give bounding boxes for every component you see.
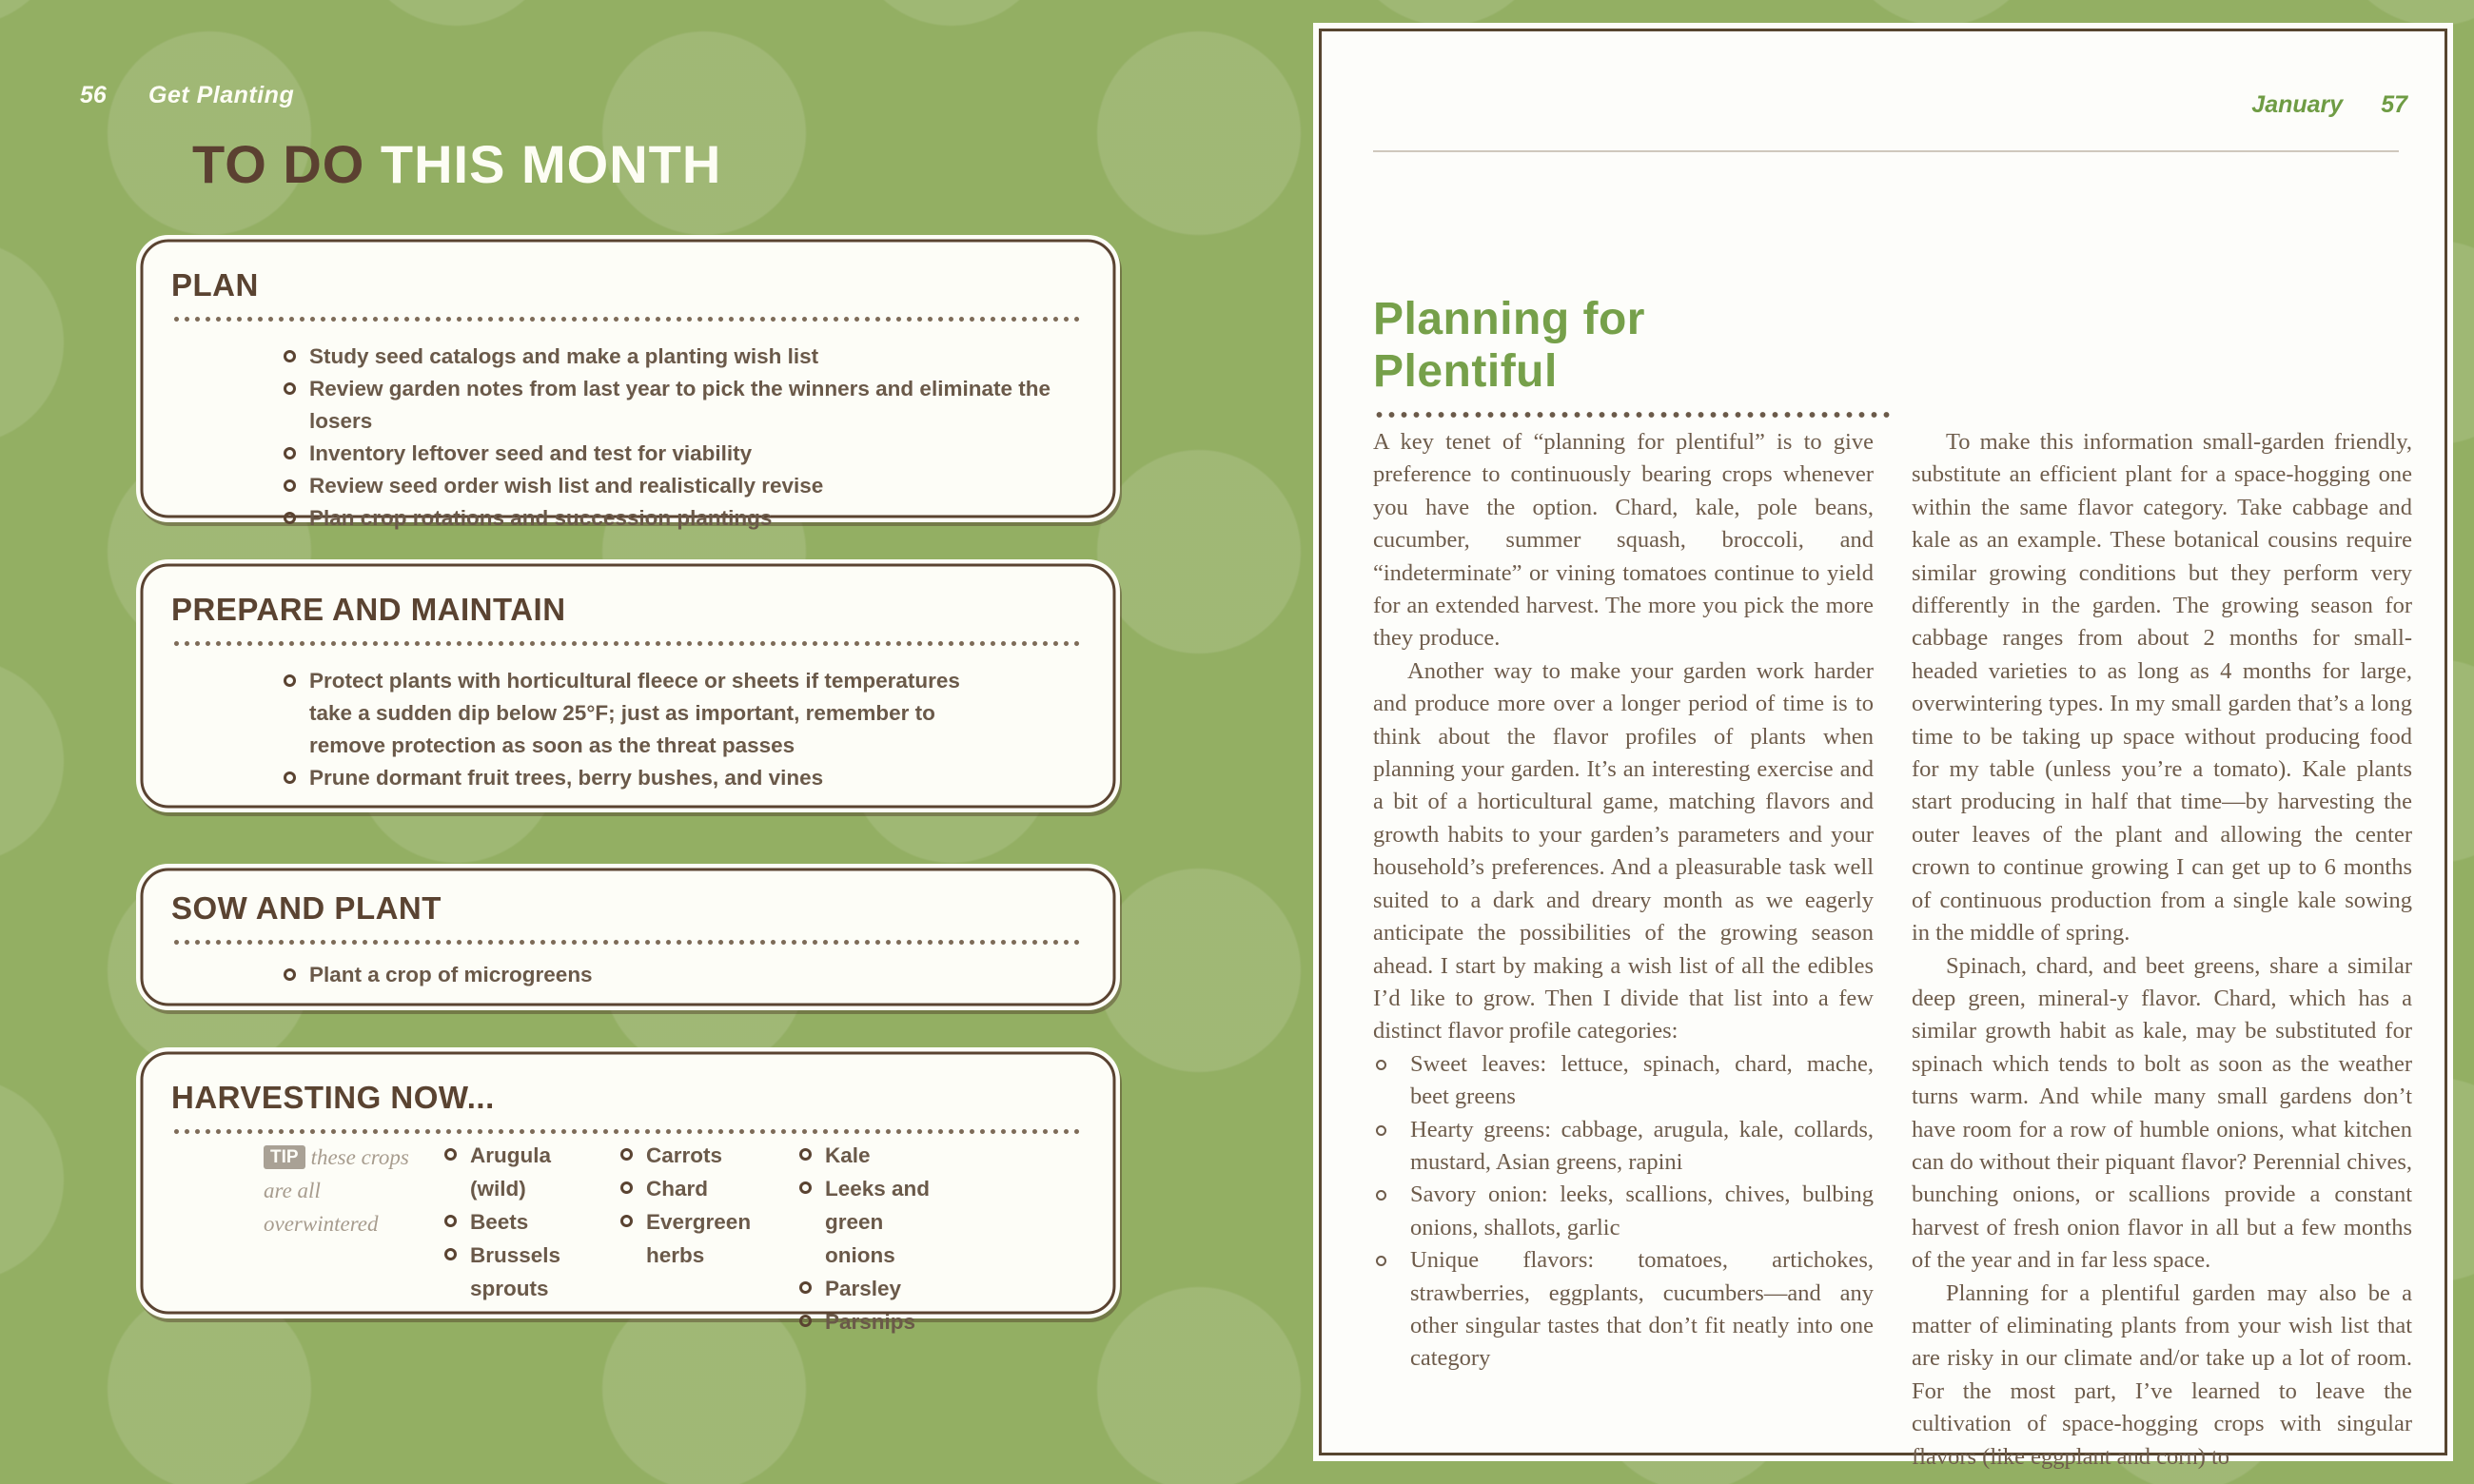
flavor-item-text: Unique flavors: tomatoes, artichokes, strawberries, eggplants, cucumbers—and any other singular tastes that don’t fit neatly into one category bbox=[1410, 1247, 1874, 1372]
harvest-item bbox=[444, 1239, 575, 1305]
harvest-item-text: Evergreen herbs bbox=[646, 1210, 752, 1267]
harvest-item bbox=[444, 1205, 611, 1239]
dotted-divider bbox=[171, 1128, 1082, 1135]
paragraph: A key tenet of “planning for plentiful” is to give preference to continuously bearing crops whenever you have the option. Chard, kale, pole beans, cucumber, summer squash, broccoli, and “indeterminate” or vining tomatoes continue to yield for an extended harvest. The more you pick the more they produce. bbox=[1373, 429, 1874, 652]
bullet-icon bbox=[284, 382, 296, 395]
bullet-icon bbox=[284, 771, 296, 784]
flavor-item-text: Hearty greens: cabbage, arugula, kale, collards, mustard, Asian greens, rapini bbox=[1410, 1116, 1874, 1175]
flavor-profile-list bbox=[1373, 1048, 1874, 1376]
bullet-icon bbox=[620, 1181, 633, 1194]
bullet-icon bbox=[284, 512, 296, 524]
page-title-accent: TO DO bbox=[192, 134, 381, 194]
bullet-icon bbox=[284, 674, 296, 687]
todo-list bbox=[171, 665, 1082, 794]
article-title-line1: Planning for bbox=[1373, 294, 1645, 344]
flavor-list-item bbox=[1373, 1114, 1874, 1180]
tip-text: these crops are all overwintered bbox=[264, 1145, 409, 1236]
todo-item bbox=[284, 438, 1082, 470]
todo-item bbox=[284, 341, 1082, 373]
header-rule bbox=[1373, 150, 2399, 152]
harvest-column-2 bbox=[620, 1139, 758, 1272]
article-title-line2: Plentiful bbox=[1373, 346, 1558, 397]
card-harvesting-now bbox=[136, 1047, 1120, 1334]
todo-list bbox=[171, 341, 1082, 535]
harvest-item-text: Kale bbox=[825, 1143, 871, 1167]
right-running-head: January bbox=[2251, 91, 2344, 118]
paragraph: Another way to make your garden work harder and produce more over a longer period of time is to think about the flavor profiles of plants when planning your garden. It’s an interesting exercise and a bit of a horticultural game, matching flavors and growth habits to your garden’s parameters and your household’s preferences. And a pleasurable task well suited to a dark and dreary month as we eagerly anticipate the possibilities of the growing season ahead. I start by making a wish list of all the edibles I’d like to grow. Then I divide that list into a few distinct flavor profile categories: bbox=[1373, 657, 1874, 1045]
card-heading: HARVESTING NOW... bbox=[171, 1080, 495, 1115]
bullet-icon bbox=[284, 447, 296, 459]
dotted-divider bbox=[171, 640, 1082, 647]
bullet-icon bbox=[444, 1248, 457, 1260]
todo-item bbox=[284, 762, 987, 794]
todo-item-text: Plan crop rotations and succession plantings bbox=[309, 506, 773, 530]
bullet-icon bbox=[1376, 1256, 1386, 1266]
harvest-item-text: Arugula (wild) bbox=[470, 1143, 552, 1201]
article-title bbox=[1373, 293, 1645, 398]
harvest-item bbox=[799, 1305, 966, 1338]
left-page-number: 56 bbox=[80, 82, 107, 108]
paragraph: To make this information small-garden friendly, substitute an efficient plant for a space-hogging one within the same flavor category. Take cabbage and kale as an example. These botanical cousins require similar growing conditions but they perform very differently in the garden. The growing season for cabbage ranges from about 2 months for small-headed varieties to as long as 4 months for large, overwintering types. In my small garden that’s a long time to be taking up space without producing food for my table (unless you’re a tomato). Kale plants start producing in half that time—by harvesting the outer leaves of the plant and allowing the center crown to continue growing I can get up to 6 months of continuous production from a single kale sowing in the middle of spring. bbox=[1912, 429, 2412, 947]
bullet-icon bbox=[284, 479, 296, 492]
bullet-icon bbox=[799, 1148, 812, 1161]
flavor-list-item bbox=[1373, 1244, 1874, 1376]
harvest-item bbox=[620, 1205, 770, 1272]
article-column-1 bbox=[1373, 426, 1874, 1376]
todo-item bbox=[284, 470, 1082, 502]
bullet-icon bbox=[1376, 1125, 1386, 1136]
tip-note bbox=[264, 1141, 416, 1240]
dotted-divider bbox=[171, 316, 1082, 322]
harvest-item-text: Carrots bbox=[646, 1143, 723, 1167]
harvest-item-text: Brussels sprouts bbox=[470, 1243, 561, 1300]
harvest-item-text: Leeks and green onions bbox=[825, 1177, 931, 1267]
bullet-icon bbox=[1376, 1060, 1386, 1070]
flavor-item-text: Sweet leaves: lettuce, spinach, chard, mache, beet greens bbox=[1410, 1050, 1874, 1110]
tip-badge: TIP bbox=[264, 1145, 305, 1169]
todo-item bbox=[284, 959, 1082, 991]
title-dotted-divider bbox=[1373, 411, 1893, 419]
harvest-item bbox=[444, 1139, 611, 1205]
right-page bbox=[1313, 23, 2453, 1470]
todo-item-text: Review seed order wish list and realistically revise bbox=[309, 474, 824, 498]
page-title bbox=[192, 133, 721, 195]
bullet-icon bbox=[620, 1148, 633, 1161]
harvest-item bbox=[799, 1172, 953, 1272]
todo-item-text: Review garden notes from last year to pick the winners and eliminate the losers bbox=[309, 377, 1050, 433]
bullet-icon bbox=[1376, 1190, 1386, 1201]
page-title-rest: THIS MONTH bbox=[380, 134, 722, 194]
todo-item bbox=[284, 373, 1082, 438]
article-column-2 bbox=[1912, 426, 2412, 1474]
todo-item-text: Plant a crop of microgreens bbox=[309, 963, 593, 986]
todo-list bbox=[171, 959, 1082, 991]
harvest-item bbox=[620, 1139, 758, 1172]
bullet-icon bbox=[799, 1181, 812, 1194]
card-sow-plant bbox=[136, 864, 1120, 1010]
left-running-head: Get Planting bbox=[148, 82, 295, 108]
bullet-icon bbox=[284, 968, 296, 981]
harvest-item bbox=[799, 1272, 966, 1305]
harvest-item-text: Parsley bbox=[825, 1277, 902, 1300]
todo-item bbox=[284, 665, 987, 762]
right-page-header bbox=[2251, 91, 2407, 119]
todo-item-text: Inventory leftover seed and test for viability bbox=[309, 441, 753, 465]
harvest-column-3 bbox=[799, 1139, 966, 1338]
card-heading: SOW AND PLANT bbox=[171, 890, 442, 926]
harvest-column-1 bbox=[444, 1139, 611, 1305]
card-heading: PREPARE AND MAINTAIN bbox=[171, 592, 566, 627]
flavor-list-item bbox=[1373, 1179, 1874, 1244]
bullet-icon bbox=[284, 350, 296, 362]
harvest-item-text: Parsnips bbox=[825, 1310, 916, 1334]
harvest-item bbox=[620, 1172, 758, 1205]
right-page-number: 57 bbox=[2381, 91, 2407, 118]
bullet-icon bbox=[620, 1215, 633, 1227]
card-prepare-maintain bbox=[136, 559, 1120, 812]
todo-item-text: Study seed catalogs and make a planting wish list bbox=[309, 344, 819, 368]
flavor-list-item bbox=[1373, 1048, 1874, 1114]
bullet-icon bbox=[444, 1148, 457, 1161]
paragraph: Planning for a plentiful garden may also be a matter of eliminating plants from your wish list that are risky in our climate and/or take up a lot of room. For the most part, I’ve learned to leave the cultivation of space-hogging crops with singular flavors (like eggplant and corn) to bbox=[1912, 1279, 2412, 1470]
todo-item-text: Protect plants with horticultural fleece or sheets if temperatures take a sudden dip below 25°F; just as important, remember to remove protection as soon as the threat passes bbox=[309, 669, 960, 757]
card-plan bbox=[136, 235, 1120, 530]
harvest-item bbox=[799, 1139, 966, 1172]
flavor-item-text: Savory onion: leeks, scallions, chives, bulbing onions, shallots, garlic bbox=[1410, 1181, 1874, 1240]
bullet-icon bbox=[799, 1281, 812, 1294]
dotted-divider bbox=[171, 939, 1082, 946]
card-heading: PLAN bbox=[171, 267, 259, 303]
bullet-icon bbox=[799, 1315, 812, 1327]
bullet-icon bbox=[444, 1215, 457, 1227]
todo-item bbox=[284, 502, 1082, 535]
harvest-item-text: Beets bbox=[470, 1210, 529, 1234]
todo-item-text: Prune dormant fruit trees, berry bushes, and vines bbox=[309, 766, 824, 790]
harvest-item-text: Chard bbox=[646, 1177, 709, 1201]
paragraph: Spinach, chard, and beet greens, share a similar deep green, mineral-y flavor. Chard, which has a similar growth habit as kale, may be substituted for spinach which tends to bolt as soon as the weather turns warm. And while many small gardens don’t have room for a row of humble onions, what kitchen can do without their piquant flavor? Perennial chives, bunching onions, or scallions provide a constant harvest of fresh onion flavor in all but a few months of the year and in far less space. bbox=[1912, 952, 2412, 1274]
